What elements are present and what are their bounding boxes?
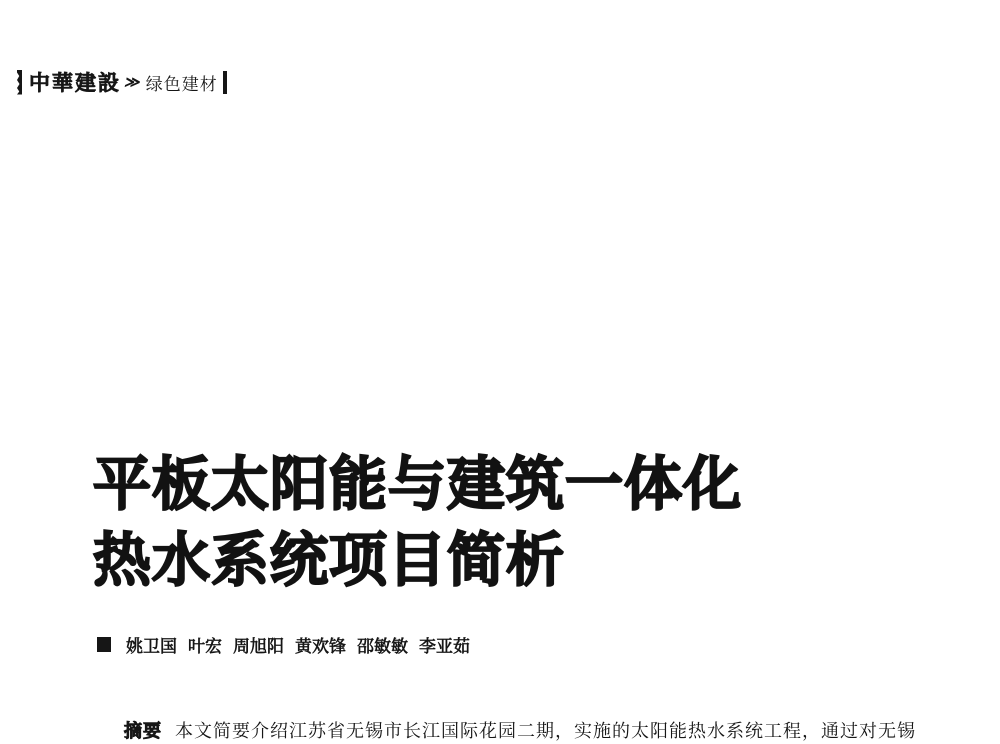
author-row — [97, 632, 481, 657]
double-chevron-icon: ≫ — [123, 74, 143, 91]
author-name: 周旭阳 — [233, 637, 284, 657]
journal-name: 中華建設 — [29, 72, 121, 95]
article-title-line1: 平板太阳能与建筑一体化 — [93, 452, 743, 517]
abstract-line — [124, 718, 954, 744]
abstract-text: 本文简要介绍江苏省无锡市长江国际花园二期，实施的太阳能热水系统工程，通过对无锡 — [175, 721, 916, 741]
article-title — [93, 447, 742, 599]
abstract-label: 摘要 — [124, 721, 162, 741]
square-bullet-icon — [97, 637, 111, 652]
header-left-bar-icon — [17, 70, 22, 95]
header-right-bar-icon — [223, 71, 227, 94]
author-name: 邵敏敏 — [357, 637, 408, 657]
article-title-line2: 热水系统项目简析 — [93, 528, 566, 593]
author-name: 黄欢锋 — [295, 637, 346, 657]
author-name: 姚卫国 — [126, 637, 177, 657]
page-header — [17, 68, 227, 96]
author-name: 李亚茹 — [419, 637, 470, 657]
section-name: 绿色建材 — [145, 74, 218, 94]
author-name: 叶宏 — [188, 637, 222, 657]
